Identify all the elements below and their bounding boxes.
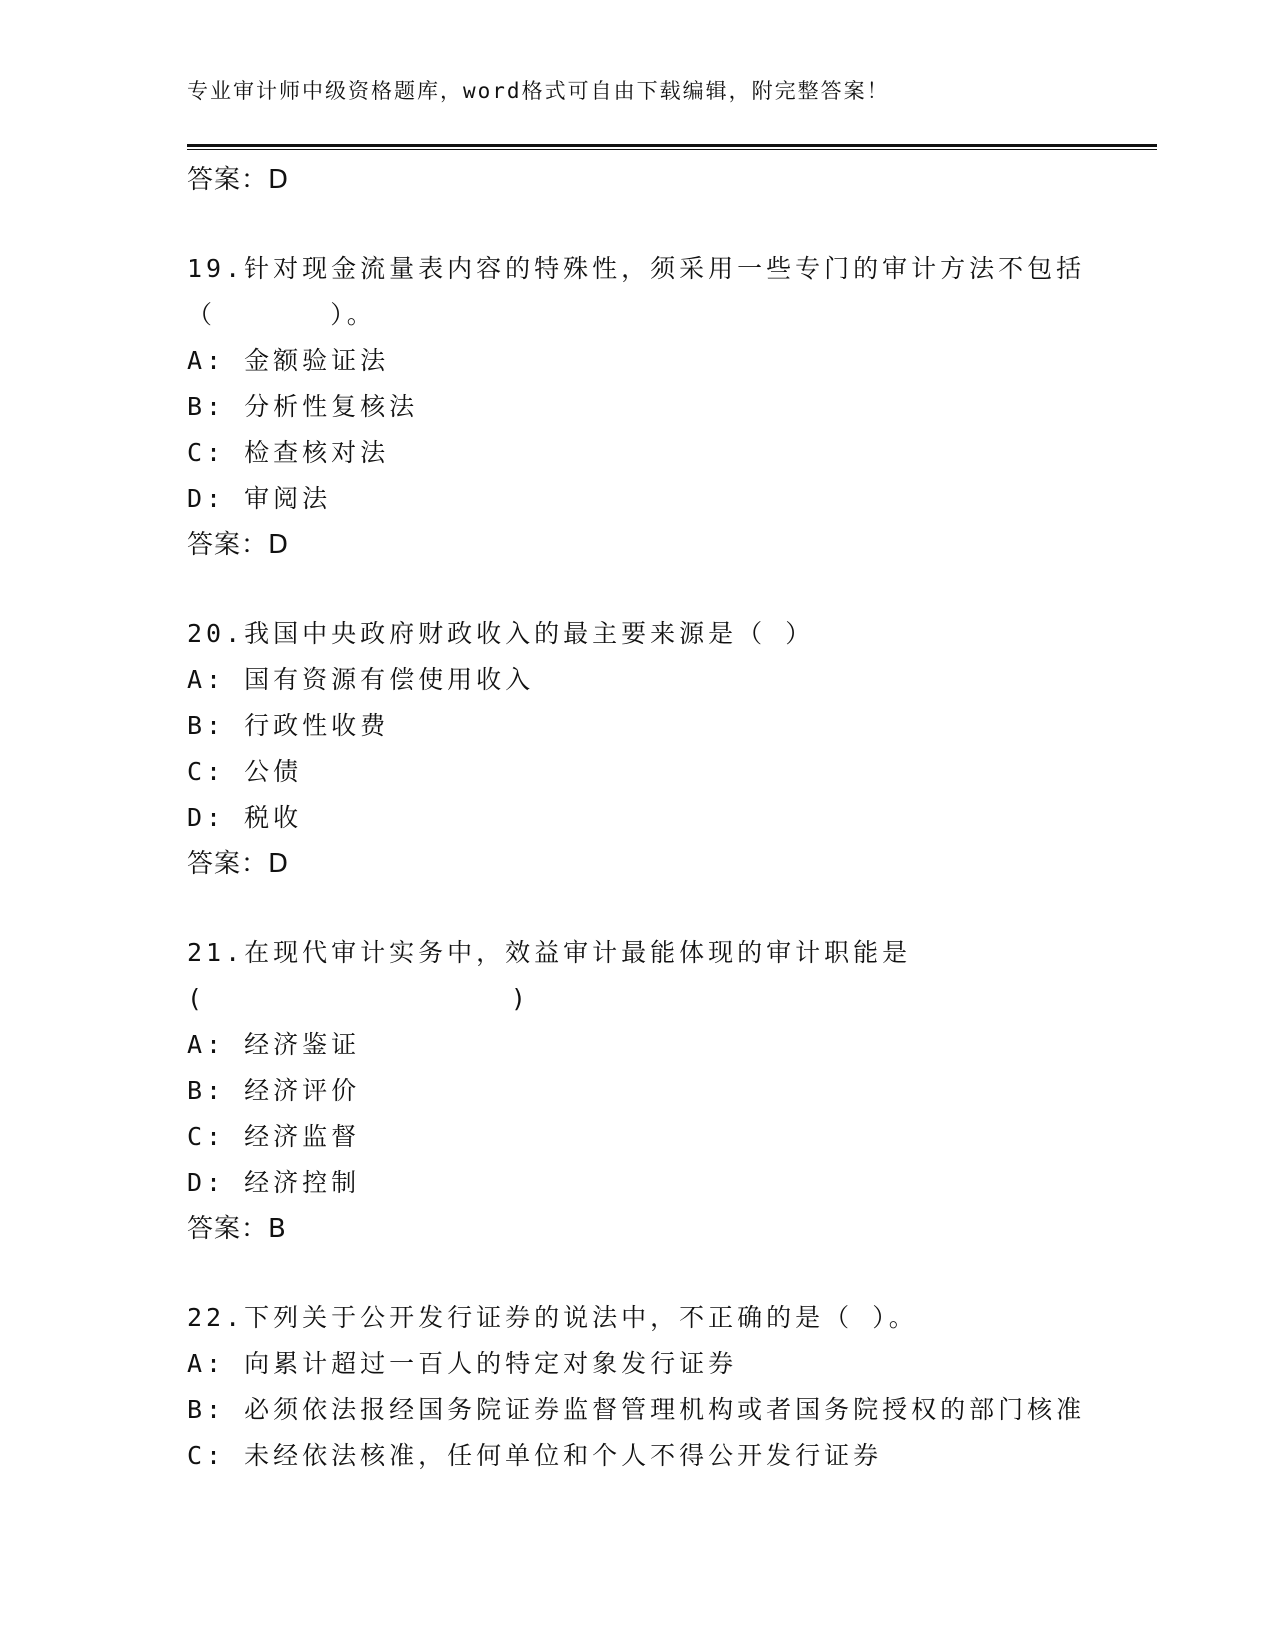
question-stem: 21.在现代审计实务中，效益审计最能体现的审计职能是	[187, 938, 912, 967]
answer-line: 答案：B	[187, 1214, 287, 1244]
header-divider	[187, 144, 1157, 150]
question-20	[187, 611, 1167, 887]
option-b: B: 行政性收费	[187, 711, 390, 740]
answer-line: 答案：D	[187, 165, 290, 195]
option-c: C: 未经依法核准，任何单位和个人不得公开发行证券	[187, 1441, 883, 1470]
option-d: D: 审阅法	[187, 484, 332, 513]
option-d: D: 税收	[187, 803, 303, 832]
option-a: A: 经济鉴证	[187, 1030, 361, 1059]
document-body	[187, 157, 1167, 1479]
question-stem-continuation: ( )	[187, 984, 530, 1013]
question-22	[187, 1295, 1167, 1479]
option-c: C: 经济监督	[187, 1122, 361, 1151]
page-header: 专业审计师中级资格题库，word格式可自由下载编辑，附完整答案！	[187, 79, 890, 103]
answer-line: 答案：D	[187, 530, 290, 560]
question-21	[187, 930, 1167, 1252]
option-b: B: 必须依法报经国务院证券监督管理机构或者国务院授权的部门核准	[187, 1395, 1086, 1424]
question-19	[187, 246, 1167, 568]
option-a: A: 金额验证法	[187, 346, 390, 375]
question-stem: 20.我国中央政府财政收入的最主要来源是（ ）	[187, 619, 815, 648]
option-b: B: 经济评价	[187, 1076, 361, 1105]
answer-line: 答案：D	[187, 849, 290, 879]
question-stem-continuation: （ ）。	[187, 300, 376, 329]
option-b: B: 分析性复核法	[187, 392, 419, 421]
option-c: C: 公债	[187, 757, 303, 786]
question-stem: 22.下列关于公开发行证券的说法中，不正确的是（ ）。	[187, 1303, 918, 1332]
option-a: A: 向累计超过一百人的特定对象发行证券	[187, 1349, 738, 1378]
question-stem: 19.针对现金流量表内容的特殊性，须采用一些专门的审计方法不包括	[187, 254, 1086, 283]
option-a: A: 国有资源有偿使用收入	[187, 665, 535, 694]
option-c: C: 检查核对法	[187, 438, 390, 467]
option-d: D: 经济控制	[187, 1168, 361, 1197]
